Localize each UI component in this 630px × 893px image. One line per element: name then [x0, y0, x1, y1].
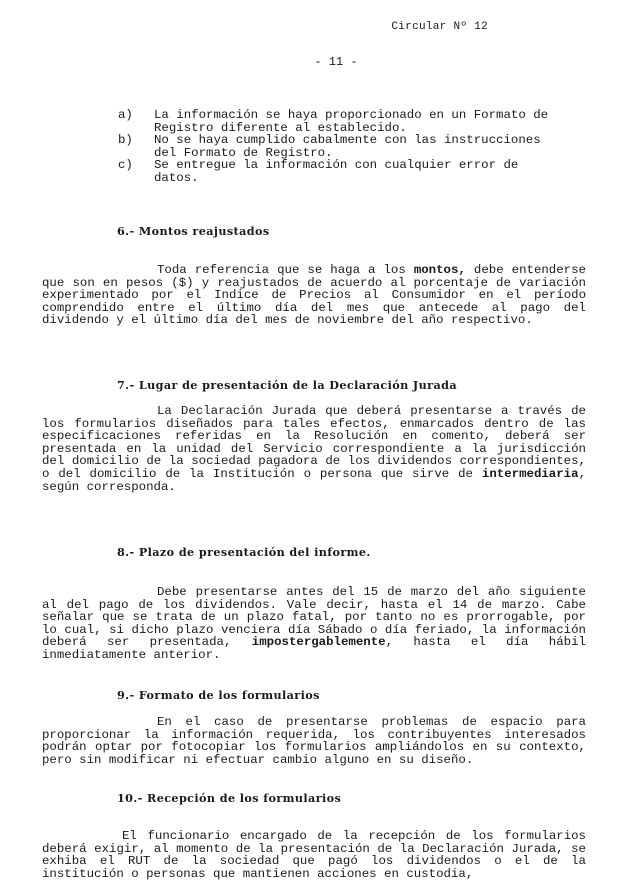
section-7-bold: intermediaria [481, 466, 579, 481]
section-8-title: 8.- Plazo de presentación del informe. [117, 545, 371, 559]
section-9-title: 9.- Formato de los formularios [117, 688, 320, 702]
section-8-paragraph [42, 586, 586, 662]
list-item-label: b) [118, 133, 133, 148]
section-6-bold: montos, [413, 263, 466, 277]
section-6-paragraph [42, 264, 586, 327]
section-9-paragraph: En el caso de presentarse problemas de espacio para proporcionar la información requerida, los contribuyentes interesados podrán optar por fotocopiar los formularios ampliándolos en su contexto, pero sin modificar ni efectuar cambio alguno en su diseño. [42, 715, 586, 767]
section-6-title: 6.- Montos reajustados [117, 224, 270, 238]
section-7-text-b: , según corresponda. [42, 466, 586, 494]
list-item-text: La información se haya proporcionado en un Formato de Registro diferente al establecido. [154, 108, 549, 135]
list-item-text: No se haya cumplido cabalmente con las instrucciones del Formato de Registro. [154, 133, 541, 160]
section-10-title: 10.- Recepción de los formularios [117, 791, 342, 805]
list-item [118, 134, 558, 159]
section-6-text-b: debe entenderse que son en pesos ($) y reajustados de acuerdo al porcentaje de variación experimentado por el Indice de Precios al Consumidor en el período comprendido entre el último día del mes que antecede al pago del dividendo y el último día del mes de noviembre del año respectivo. [42, 263, 586, 328]
section-8-bold: impostergablemente [251, 635, 386, 650]
list-item-label: a) [118, 108, 133, 122]
section-10-paragraph: El funcionario encargado de la recepción de los formularios deberá exigir, al momento de la presentación de la Declaración Jurada, se exhiba el RUT de la sociedad que pagó los dividendos o el de la institución o personas que mantienen acciones en custodia, [42, 829, 586, 881]
list-item-text: Se entregue la información con cualquier error de datos. [154, 158, 519, 185]
list-item [118, 159, 558, 184]
section-8-text-b: , hasta el día hábil inmediatamente anterior. [42, 635, 586, 662]
page-number: - 11 - [314, 55, 358, 69]
section-7-paragraph [42, 405, 586, 493]
conditions-list [118, 109, 558, 185]
section-6-text-a: Toda referencia que se haga a los [157, 263, 414, 277]
section-7-title: 7.- Lugar de presentación de la Declaración Jurada [117, 378, 457, 392]
list-item [118, 109, 558, 134]
list-item-label: c) [118, 158, 133, 173]
section-7-text-a: La Declaración Jurada que deberá presentarse a través de los formularios diseñados para tales efectos, enmarcados dentro de las especificaciones referidas en la Resolución en comento, deberá ser presentada en la unidad del Servicio correspondiente a la jurisdicción del domicilio de la sociedad pagadora de los dividendos correspondientes, o del domicilio de la Institución o persona que sirve de [42, 404, 586, 481]
section-8-text-a: Debe presentarse antes del 15 de marzo del año siguiente al del pago de los dividendos. Vale decir, hasta el 14 de marzo. Cabe señalar que se trata de un plazo fatal, por tanto no es prorrogable, por lo cual, si dicho plazo venciera día Sábado o día feriado, la información deberá ser presentada, [42, 585, 586, 650]
circular-header: Circular Nº 12 [391, 21, 488, 33]
